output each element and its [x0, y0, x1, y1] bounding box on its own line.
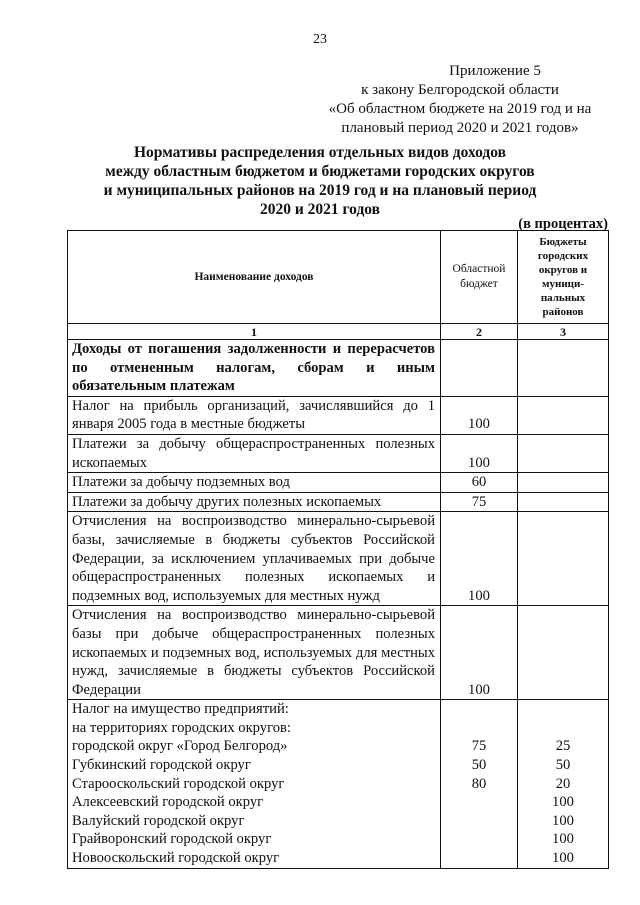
regional-share: 100 — [441, 396, 518, 434]
header-local-budgets — [518, 231, 609, 324]
header-text: бюджет — [460, 278, 498, 290]
appendix-line: к закону Белгородской области — [361, 82, 559, 98]
local-share — [518, 340, 609, 397]
income-name: Платежи за добычу подземных вод — [68, 473, 441, 493]
table-row — [68, 340, 609, 397]
regional-share: 60 — [441, 473, 518, 493]
local-share: 25 — [555, 738, 571, 755]
local-share: 100 — [552, 794, 574, 811]
income-name: Доходы от погашения задолженности и перерасчетов по отмененным налогам, сборам и иным обязательным платежам — [68, 340, 441, 397]
column-number: 3 — [518, 324, 609, 340]
property-tax-names — [68, 700, 441, 868]
district-name: Губкинский городской округ — [72, 757, 251, 774]
local-share — [518, 606, 609, 700]
column-number: 2 — [441, 324, 518, 340]
table-row — [68, 434, 609, 472]
header-text: муници- — [541, 278, 584, 290]
local-share — [518, 434, 609, 472]
table-row — [68, 473, 609, 493]
local-share — [518, 492, 609, 512]
regional-share: 100 — [441, 512, 518, 606]
property-tax-regional — [441, 700, 518, 868]
property-tax-subheading: на территориях городских округов: — [72, 719, 291, 736]
regional-share: 80 — [471, 775, 487, 792]
revenue-distribution-table — [67, 230, 609, 869]
header-text: пальных — [540, 292, 586, 304]
header-text: округов и — [538, 264, 588, 276]
header-text: Бюджеты — [539, 236, 587, 248]
title-line: между областным бюджетом и бюджетами городских округов — [105, 163, 535, 180]
income-name: Платежи за добычу общераспространенных полезных ископаемых — [68, 434, 441, 472]
appendix-line: Приложение 5 — [449, 63, 541, 79]
table-row-property-tax — [68, 700, 609, 868]
table-header-row — [68, 231, 609, 324]
district-name: городской округ «Город Белгород» — [72, 738, 288, 755]
regional-share — [441, 849, 517, 868]
local-share: 100 — [552, 850, 574, 867]
document-title — [60, 143, 580, 219]
header-regional-budget — [441, 231, 518, 324]
local-share: 50 — [555, 757, 571, 774]
local-share — [518, 396, 609, 434]
table-row — [68, 512, 609, 606]
title-line: и муниципальных районов на 2019 год и на плановый период — [103, 182, 537, 199]
district-name: Грайворонский городской округ — [72, 831, 272, 848]
regional-share — [441, 830, 517, 849]
page-number: 23 — [313, 32, 327, 47]
title-line: Нормативы распределения отдельных видов доходов — [134, 144, 506, 161]
local-share: 100 — [552, 831, 574, 848]
local-share — [518, 473, 609, 493]
table-row — [68, 396, 609, 434]
regional-share: 100 — [441, 434, 518, 472]
regional-share: 50 — [471, 757, 487, 774]
header-income-name: Наименование доходов — [68, 231, 441, 324]
regional-share: 75 — [441, 492, 518, 512]
column-number-row — [68, 324, 609, 340]
table-row — [68, 492, 609, 512]
unit-note: (в процентах) — [518, 216, 608, 232]
header-text: районов — [542, 306, 584, 318]
title-line: 2020 и 2021 годов — [259, 201, 381, 218]
income-name: Налог на прибыль организаций, зачислявшийся до 1 января 2005 года в местные бюджеты — [68, 396, 441, 434]
header-text: Областной — [452, 263, 506, 275]
local-share — [518, 512, 609, 606]
district-name: Валуйский городской округ — [72, 812, 245, 829]
appendix-line: плановый период 2020 и 2021 годов» — [341, 120, 579, 136]
income-name: Отчисления на воспроизводство минерально-сырьевой базы при добыче общераспространенных полезных ископаемых и подземных вод, используемых для местных нужд, зачисляемые в бюджеты субъектов Российской Федерации — [68, 606, 441, 700]
local-share: 100 — [552, 812, 574, 829]
column-number: 1 — [68, 324, 441, 340]
table-row — [68, 606, 609, 700]
district-name: Алексеевский городской округ — [72, 794, 264, 811]
local-share: 20 — [555, 775, 571, 792]
district-name: Старооскольский городской округ — [72, 775, 285, 792]
regional-share — [441, 340, 518, 397]
regional-share: 75 — [471, 738, 487, 755]
regional-share — [441, 793, 517, 812]
appendix-line: «Об областном бюджете на 2019 год и на — [328, 101, 592, 117]
regional-share: 100 — [441, 606, 518, 700]
income-name: Отчисления на воспроизводство минерально-сырьевой базы, зачисляемые в бюджеты субъектов Российской Федерации, за исключением уплачиваемых при добыче общераспространенных полезных ископаемых и подземных вод, используемых для местных нужд — [68, 512, 441, 606]
property-tax-local — [518, 700, 609, 868]
header-text: городских — [537, 250, 589, 262]
regional-share — [441, 812, 517, 831]
appendix-header — [300, 62, 620, 138]
district-name: Новооскольский городской округ — [72, 850, 280, 867]
property-tax-heading: Налог на имущество предприятий: — [72, 701, 289, 718]
income-name: Платежи за добычу других полезных ископаемых — [68, 492, 441, 512]
